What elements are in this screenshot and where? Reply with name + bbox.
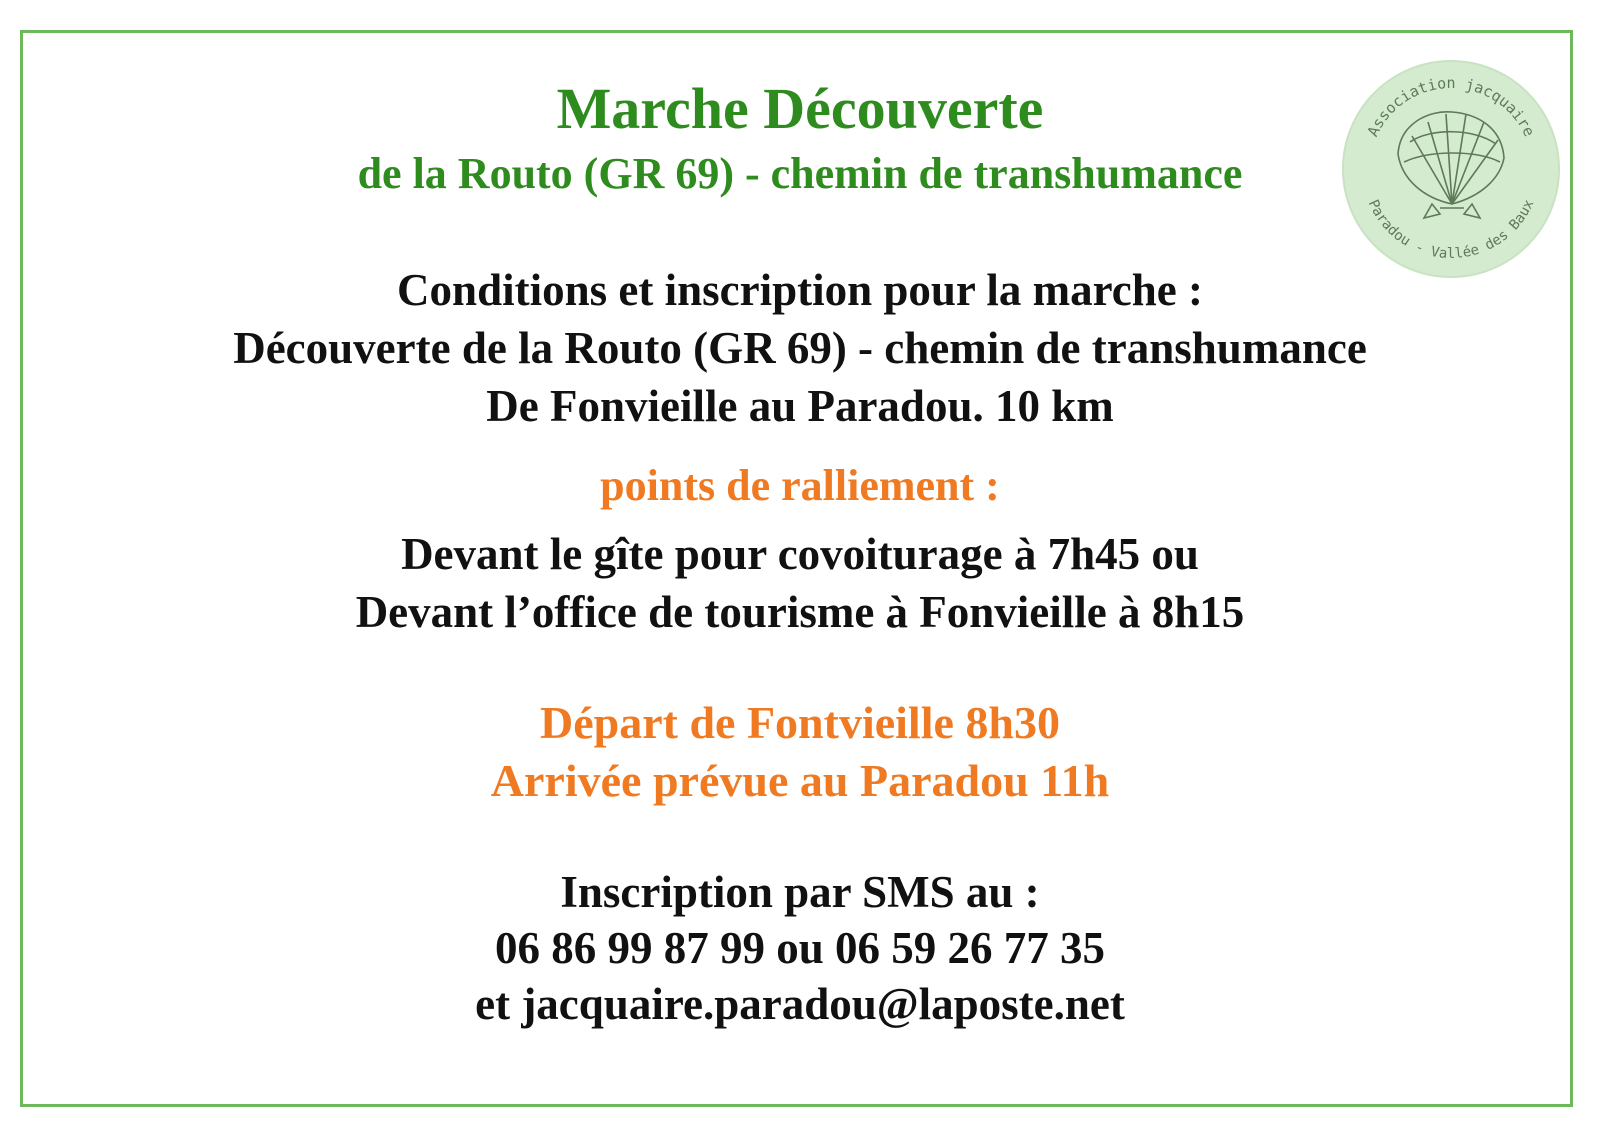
registration-heading: Inscription par SMS au :	[560, 867, 1040, 917]
departure-time: Départ de Fontvieille 8h30	[540, 697, 1060, 748]
conditions-distance: De Fonvieille au Paradou. 10 km	[486, 381, 1114, 431]
registration-phones: 06 86 99 87 99 ou 06 59 26 77 35	[494, 923, 1106, 973]
association-seal-logo	[1340, 58, 1562, 280]
page-subtitle: de la Routo (GR 69) - chemin de transhumance	[357, 149, 1243, 198]
registration-email: et jacquaire.paradou@laposte.net	[475, 979, 1125, 1029]
conditions-route: Découverte de la Routo (GR 69) - chemin de transhumance	[233, 323, 1367, 373]
rally-points-heading: points de ralliement :	[600, 461, 1000, 510]
arrival-time: Arrivée prévue au Paradou 11h	[490, 755, 1110, 806]
rally-point-gite: Devant le gîte pour covoiturage à 7h45 ou	[401, 529, 1199, 579]
seal-background	[1343, 61, 1559, 277]
seal-top-text: Association jacquaire	[1363, 74, 1539, 140]
conditions-heading: Conditions et inscription pour la marche :	[397, 265, 1203, 315]
rally-point-office: Devant l’office de tourisme à Fonvieille à 8h15	[355, 587, 1245, 637]
page-title: Marche Découverte	[556, 76, 1044, 141]
seal-bottom-text: Paradou - Vallée des Baux	[1364, 197, 1538, 262]
